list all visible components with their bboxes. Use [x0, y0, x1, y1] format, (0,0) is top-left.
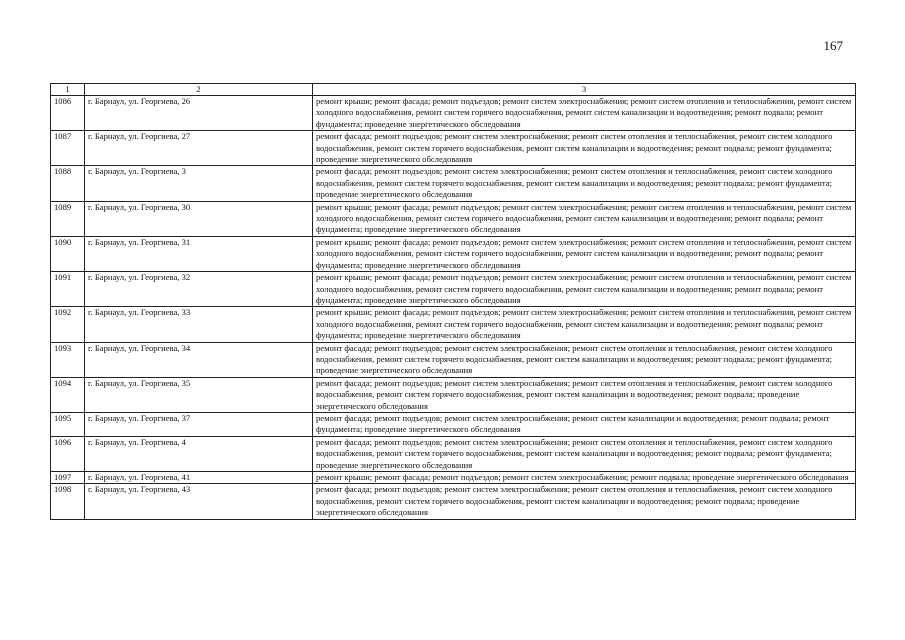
row-address-cell: г. Барнаул, ул. Георгиева, 3 — [85, 166, 313, 201]
row-works-cell: ремонт фасада; ремонт подъездов; ремонт систем электроснабжения; ремонт систем отопления и теплоснабжения, ремонт систем холодного водоснабжения, ремонт систем горячего водоснабжения, ремонт систем канализации и водоотведения; ремонт подвала; ремонт фундамента; проведение энергетического обследования — [313, 436, 856, 471]
row-number-cell: 1093 — [51, 342, 85, 377]
row-address-cell: г. Барнаул, ул. Георгиева, 43 — [85, 484, 313, 519]
table-row — [51, 377, 856, 412]
row-number-cell: 1094 — [51, 377, 85, 412]
row-address-cell: г. Барнаул, ул. Георгиева, 35 — [85, 377, 313, 412]
row-number-cell: 1091 — [51, 272, 85, 307]
row-number-cell: 1098 — [51, 484, 85, 519]
table-row — [51, 342, 856, 377]
row-address-cell: г. Барнаул, ул. Георгиева, 34 — [85, 342, 313, 377]
row-number-cell: 1095 — [51, 412, 85, 436]
row-number-cell: 1089 — [51, 201, 85, 236]
table-row — [51, 436, 856, 471]
table-row — [51, 131, 856, 166]
row-works-cell: ремонт крыши; ремонт фасада; ремонт подъездов; ремонт систем электроснабжения; ремонт систем отопления и теплоснабжения, ремонт систем холодного водоснабжения, ремонт систем горячего водоснабжения, ремонт систем канализации и водоотведения; ремонт подвала; ремонт фундамента; проведение энергетического обследования — [313, 236, 856, 271]
page-number: 167 — [823, 38, 843, 53]
table-body — [51, 96, 856, 520]
row-address-cell: г. Барнаул, ул. Георгиева, 27 — [85, 131, 313, 166]
table-row — [51, 484, 856, 519]
row-number-cell: 1097 — [51, 472, 85, 484]
table-row — [51, 472, 856, 484]
row-works-cell: ремонт фасада; ремонт подъездов; ремонт систем электроснабжения; ремонт систем отопления и теплоснабжения, ремонт систем холодного водоснабжения, ремонт систем горячего водоснабжения, ремонт систем канализации и водоотведения; ремонт подвала; проведение энергетического обследования — [313, 377, 856, 412]
row-address-cell: г. Барнаул, ул. Георгиева, 32 — [85, 272, 313, 307]
row-works-cell: ремонт крыши; ремонт фасада; ремонт подъездов; ремонт систем электроснабжения; ремонт подвала; проведение энергетического обследования — [313, 472, 856, 484]
row-number-cell: 1088 — [51, 166, 85, 201]
row-number-cell: 1086 — [51, 96, 85, 131]
row-number-cell: 1096 — [51, 436, 85, 471]
row-address-cell: г. Барнаул, ул. Георгиева, 37 — [85, 412, 313, 436]
table-row — [51, 166, 856, 201]
row-address-cell: г. Барнаул, ул. Георгиева, 41 — [85, 472, 313, 484]
row-works-cell: ремонт крыши; ремонт фасада; ремонт подъездов; ремонт систем электроснабжения; ремонт систем отопления и теплоснабжения, ремонт систем холодного водоснабжения, ремонт систем горячего водоснабжения, ремонт систем канализации и водоотведения; ремонт подвала; ремонт фундамента; проведение энергетического обследования — [313, 201, 856, 236]
row-works-cell: ремонт крыши; ремонт фасада; ремонт подъездов; ремонт систем электроснабжения; ремонт систем отопления и теплоснабжения, ремонт систем холодного водоснабжения, ремонт систем горячего водоснабжения, ремонт систем канализации и водоотведения; ремонт подвала; ремонт фундамента; проведение энергетического обследования — [313, 272, 856, 307]
row-works-cell: ремонт фасада; ремонт подъездов; ремонт систем электроснабжения; ремонт систем канализации и водоотведения; ремонт подвала; ремонт фундамента; проведение энергетического обследования — [313, 412, 856, 436]
repair-registry-table — [50, 83, 856, 520]
column-header-works: 3 — [313, 84, 856, 96]
row-works-cell: ремонт фасада; ремонт подъездов; ремонт систем электроснабжения; ремонт систем отопления и теплоснабжения, ремонт систем холодного водоснабжения, ремонт систем горячего водоснабжения, ремонт систем канализации и водоотведения; ремонт подвала; ремонт фундамента; проведение энергетического обследования — [313, 131, 856, 166]
table-row — [51, 272, 856, 307]
row-works-cell: ремонт фасада; ремонт подъездов; ремонт систем электроснабжения; ремонт систем отопления и теплоснабжения, ремонт систем холодного водоснабжения, ремонт систем горячего водоснабжения, ремонт систем канализации и водоотведения; ремонт подвала; ремонт фундамента; проведение энергетического обследования — [313, 166, 856, 201]
row-address-cell: г. Барнаул, ул. Георгиева, 30 — [85, 201, 313, 236]
row-works-cell: ремонт крыши; ремонт фасада; ремонт подъездов; ремонт систем электроснабжения; ремонт систем отопления и теплоснабжения, ремонт систем холодного водоснабжения, ремонт систем горячего водоснабжения, ремонт систем канализации и водоотведения; ремонт подвала; ремонт фундамента; проведение энергетического обследования — [313, 96, 856, 131]
table-row — [51, 236, 856, 271]
row-works-cell: ремонт фасада; ремонт подъездов; ремонт систем электроснабжения; ремонт систем отопления и теплоснабжения, ремонт систем холодного водоснабжения, ремонт систем горячего водоснабжения, ремонт систем канализации и водоотведения; ремонт подвала; ремонт фундамента; проведение энергетического обследования — [313, 342, 856, 377]
table-row — [51, 201, 856, 236]
table-row — [51, 96, 856, 131]
row-number-cell: 1090 — [51, 236, 85, 271]
column-header-address: 2 — [85, 84, 313, 96]
table-row — [51, 412, 856, 436]
row-address-cell: г. Барнаул, ул. Георгиева, 26 — [85, 96, 313, 131]
table-header-row — [51, 84, 856, 96]
row-works-cell: ремонт фасада; ремонт подъездов; ремонт систем электроснабжения; ремонт систем отопления и теплоснабжения, ремонт систем холодного водоснабжения, ремонт систем горячего водоснабжения, ремонт систем канализации и водоотведения; ремонт подвала; проведение энергетического обследования — [313, 484, 856, 519]
row-address-cell: г. Барнаул, ул. Георгиева, 4 — [85, 436, 313, 471]
row-address-cell: г. Барнаул, ул. Георгиева, 31 — [85, 236, 313, 271]
table-row — [51, 307, 856, 342]
row-number-cell: 1087 — [51, 131, 85, 166]
row-works-cell: ремонт крыши; ремонт фасада; ремонт подъездов; ремонт систем электроснабжения; ремонт систем отопления и теплоснабжения, ремонт систем холодного водоснабжения, ремонт систем горячего водоснабжения, ремонт систем канализации и водоотведения; ремонт подвала; ремонт фундамента; проведение энергетического обследования — [313, 307, 856, 342]
row-number-cell: 1092 — [51, 307, 85, 342]
row-address-cell: г. Барнаул, ул. Георгиева, 33 — [85, 307, 313, 342]
column-header-number: 1 — [51, 84, 85, 96]
